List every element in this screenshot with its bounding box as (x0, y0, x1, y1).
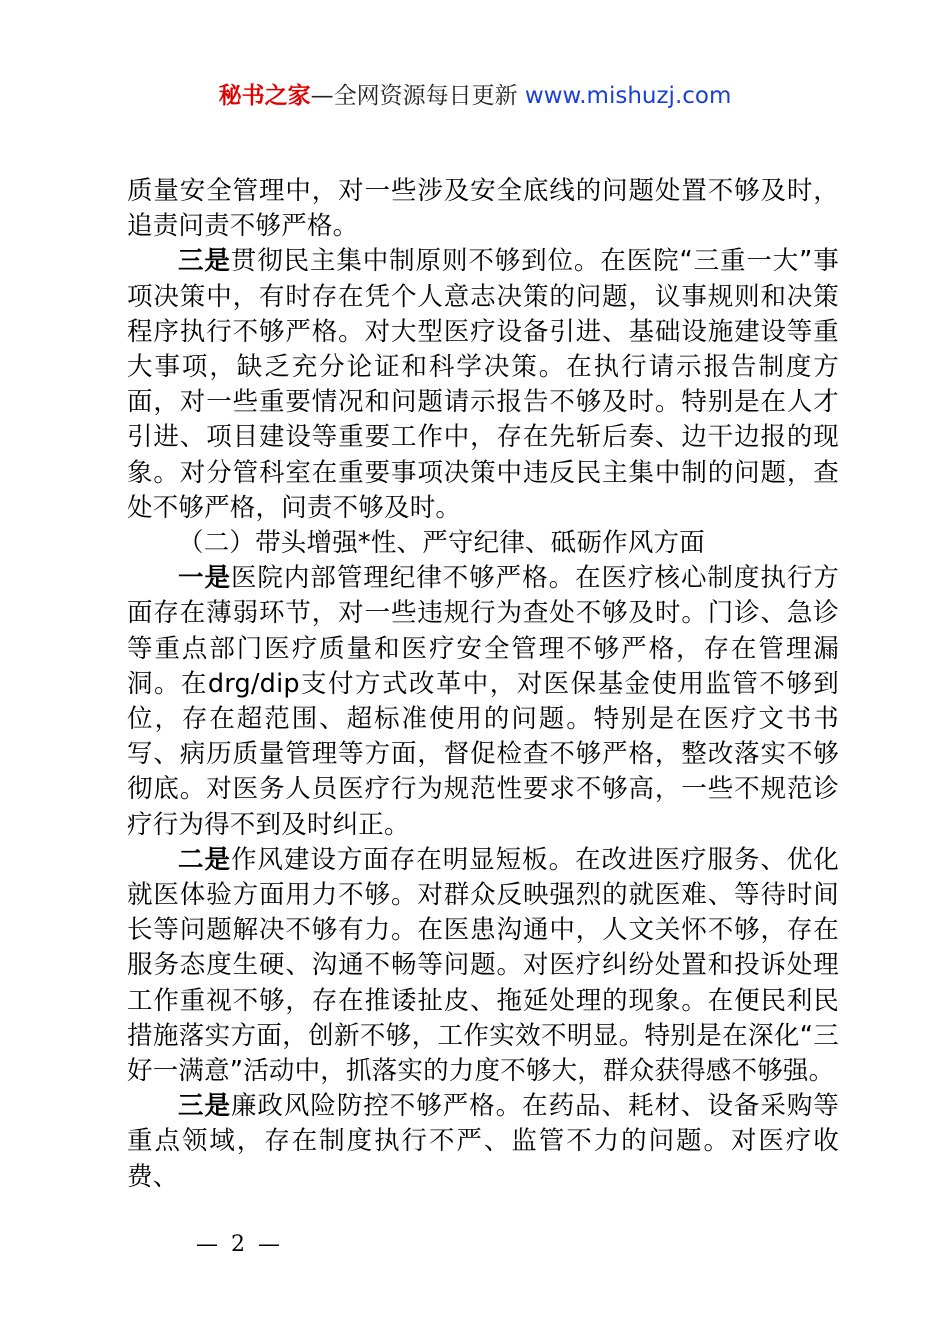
site-brand: 秘书之家 (218, 83, 311, 109)
paragraph-lead: 三是 (178, 1091, 231, 1122)
paragraph-point-one (127, 561, 839, 843)
paragraph-text: 质量安全管理中，对一些涉及安全底线的问题处置不够及时，追责问责不够严格。 (127, 176, 839, 242)
paragraph-point-three (127, 244, 839, 526)
body-text (127, 174, 839, 1195)
paragraph-text: 廉政风险防控不够严格。在药品、耗材、设备采购等重点领域，存在制度执行不严、监管不力的问题。对医疗收费、 (127, 1091, 839, 1192)
site-url-link[interactable]: www.mishuzj.com (524, 83, 732, 109)
site-slogan: —全网资源每日更新 (310, 83, 518, 109)
paragraph-continuation (127, 174, 839, 244)
paragraph-text: 作风建设方面存在明显短板。在改进医疗服务、优化就医体验方面用力不够。对群众反映强烈的就医难、等待时间长等问题解决不够有力。在医患沟通中，人文关怀不够，存在服务态度生硬、沟通不畅等问题。对医疗纠纷处置和投诉处理工作重视不够，存在推诿扯皮、拖延处理的现象。在便民利民措施落实方面，创新不够，工作实效不明显。特别是在深化“三好一满意”活动中，抓落实的力度不够大，群众获得感不够强。 (127, 844, 839, 1087)
paragraph-point-two (127, 843, 839, 1089)
paragraph-lead: 二是 (178, 844, 231, 875)
section-heading-text: （二）带头增强*性、严守纪律、砥砺作风方面 (178, 528, 705, 559)
paragraph-lead: 一是 (178, 563, 231, 594)
paragraph-lead: 三是 (178, 246, 231, 277)
section-heading (127, 526, 839, 561)
page-number: — 2 — (196, 1232, 283, 1257)
paragraph-text: 医院内部管理纪律不够严格。在医疗核心制度执行方面存在薄弱环节，对一些违规行为查处不够及时。门诊、急诊等重点部门医疗质量和医疗安全管理不够严格，存在管理漏洞。在drg/dip支付方式改革中，对医保基金使用监管不够到位，存在超范围、超标准使用的问题。特别是在医疗文书书写、病历质量管理等方面，督促检查不够严格，整改落实不够彻底。对医务人员医疗行为规范性要求不够高，一些不规范诊疗行为得不到及时纠正。 (127, 563, 839, 840)
paragraph-point-three-b (127, 1089, 839, 1195)
site-header (0, 80, 950, 112)
paragraph-text: 贯彻民主集中制原则不够到位。在医院“三重一大”事项决策中，有时存在凭个人意志决策的问题，议事规则和决策程序执行不够严格。对大型医疗设备引进、基础设施建设等重大事项，缺乏充分论证和科学决策。在执行请示报告制度方面，对一些重要情况和问题请示报告不够及时。特别是在人才引进、项目建设等重要工作中，存在先斩后奏、边干边报的现象。对分管科室在重要事项决策中违反民主集中制的问题，查处不够严格，问责不够及时。 (127, 246, 839, 523)
